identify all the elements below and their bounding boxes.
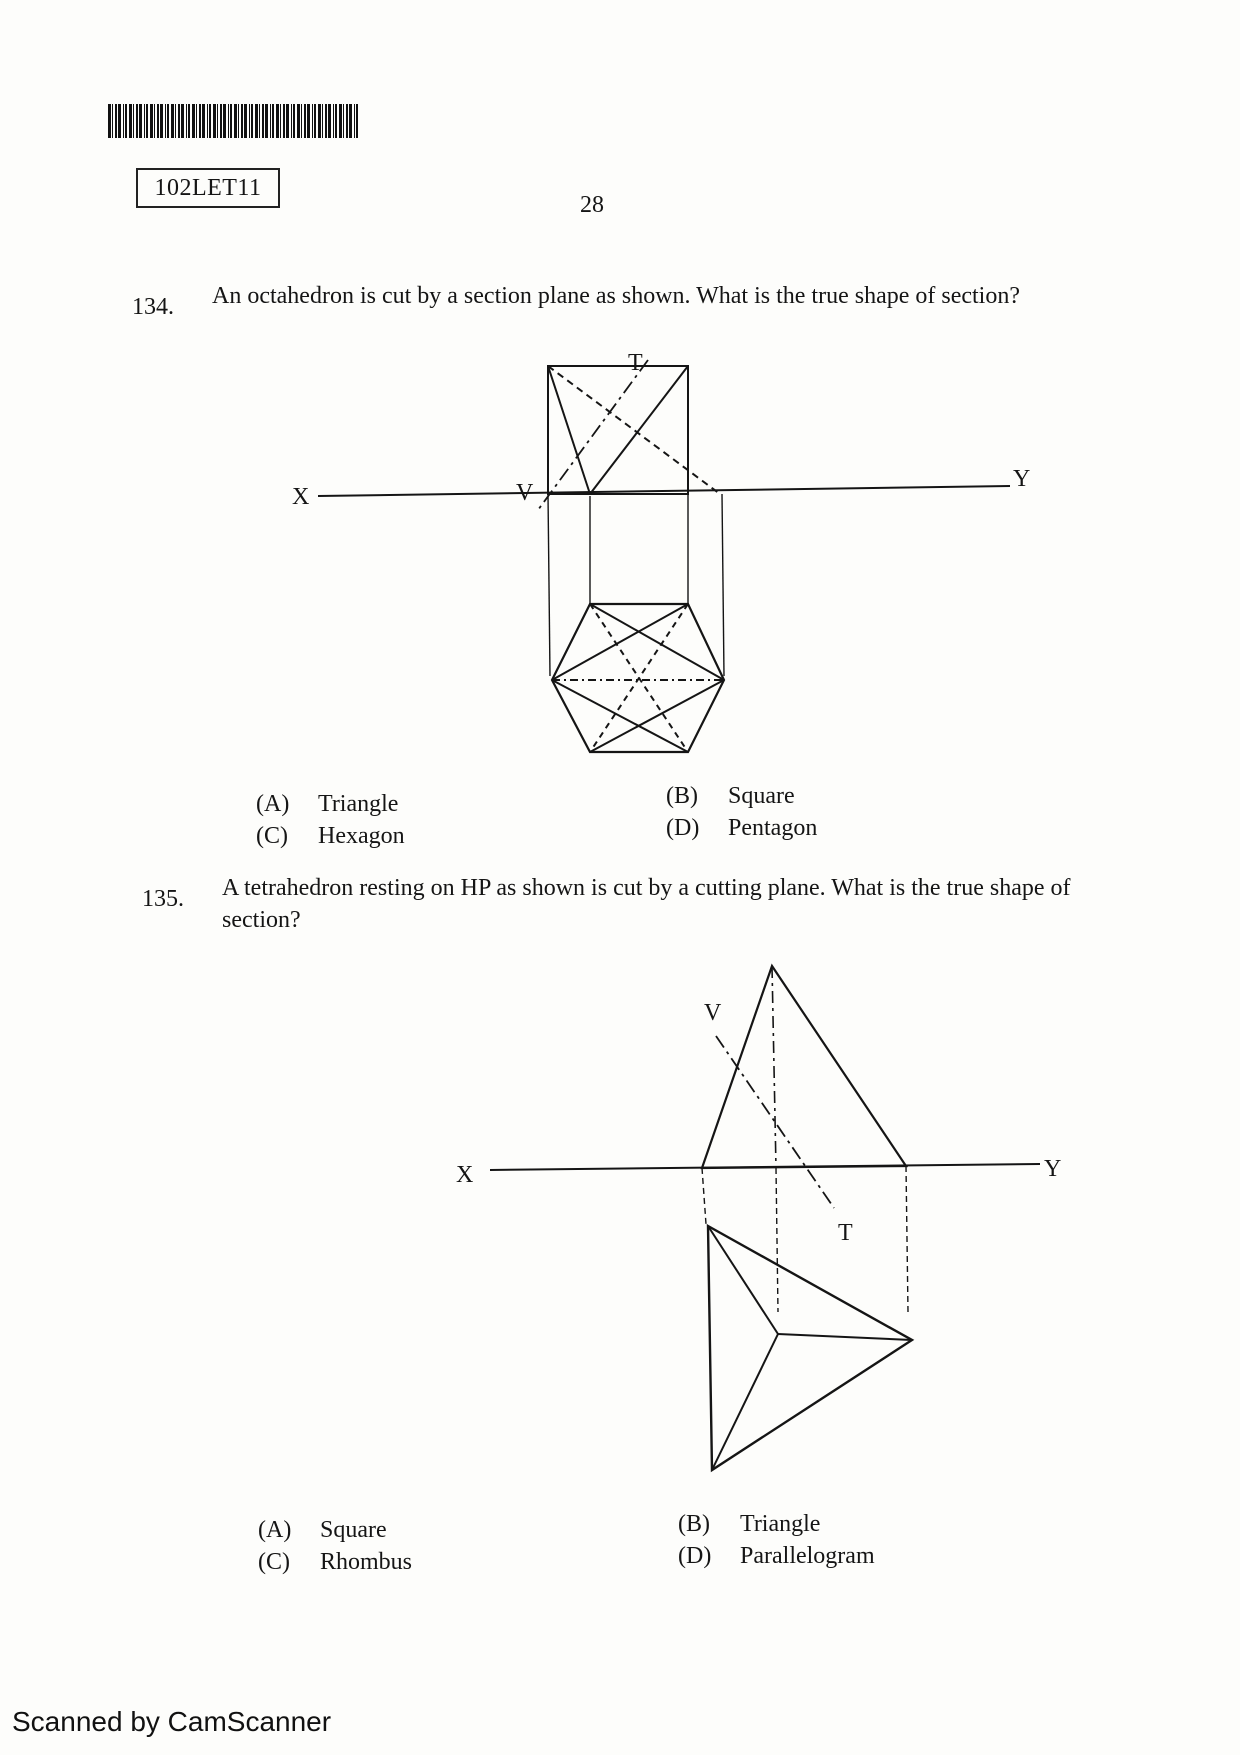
label-t: T [838, 1220, 853, 1246]
question-134-number: 134. [132, 294, 174, 320]
scanner-watermark: Scanned by CamScanner [12, 1706, 332, 1737]
question-135-number: 135. [142, 886, 184, 912]
label-t: T [628, 350, 643, 376]
question-134-text: An octahedron is cut by a section plane as shown. What is the true shape of section? [212, 283, 1020, 309]
document-code-box: 102LET11 [136, 168, 280, 208]
projector-middle [776, 1168, 778, 1312]
projector-right [906, 1166, 908, 1312]
plan-edge-1 [708, 1226, 778, 1334]
tetrahedron-elevation [702, 966, 906, 1168]
plan-edge-2 [778, 1334, 912, 1340]
label-x: X [292, 484, 310, 510]
q135-option-d: (D) Parallelogram [678, 1543, 875, 1569]
q134-option-a: (A) Triangle [256, 791, 399, 817]
q134-option-c: (C) Hexagon [256, 823, 405, 849]
tetrahedron-plan [708, 1226, 912, 1470]
label-y: Y [1044, 1156, 1062, 1182]
q134-option-b: (B) Square [666, 783, 795, 809]
label-v: V [704, 1000, 722, 1026]
q135-option-c: (C) Rhombus [258, 1549, 413, 1575]
q135-option-b: (B) Triangle [678, 1511, 821, 1537]
label-v: V [516, 480, 534, 506]
page-number: 28 [580, 192, 604, 218]
q135-option-a: (A) Square [258, 1517, 387, 1543]
projector-left [702, 1168, 706, 1224]
elevation-axis-line [772, 966, 776, 1168]
question-135-text: A tetrahedron resting on HP as shown is cut by a cutting plane. What is the true shape of section? [222, 875, 1071, 933]
label-x: X [456, 1162, 474, 1188]
q134-option-d: (D) Pentagon [666, 815, 818, 841]
label-y: Y [1013, 466, 1031, 492]
